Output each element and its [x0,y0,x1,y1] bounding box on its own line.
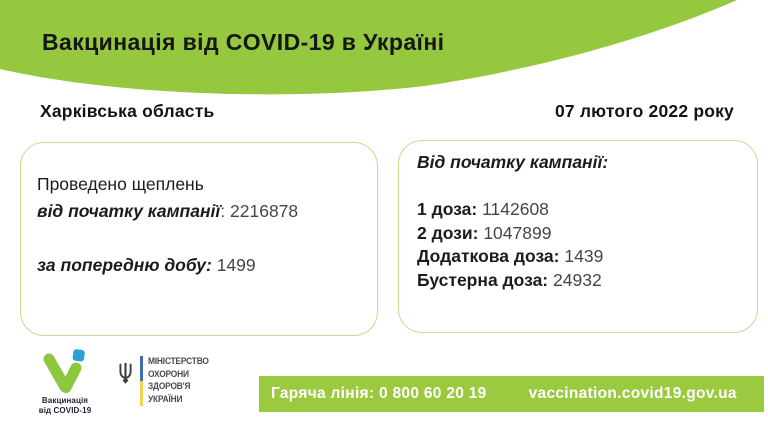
hotline-number: Гаряча лінія: 0 800 60 20 19 [271,385,487,402]
dose-breakdown-card [398,140,758,333]
dose-row [417,222,741,246]
dose1-value: 1142608 [482,199,549,219]
dose-breakdown-title: Від початку кампанії: [417,152,609,172]
v-checkmark-icon [38,348,92,394]
total-vaccinations-line1: Проведено щеплень [37,174,204,194]
campaign-total-label: від початку кампанії [37,201,221,221]
total-vaccinations-card [20,142,378,336]
ministry-of-health-logo [117,356,216,406]
campaign-sep: : [220,201,231,221]
page-title: Вакцинація від COVID-19 в Україні [42,29,445,55]
daily-total-label: за попередню добу: [37,255,212,275]
hotline-bar [259,376,764,412]
dose-row [417,245,741,269]
vaccination-logo-line2: від COVID-19 [38,405,92,415]
additional-dose-value: 1439 [564,246,604,266]
vaccination-logo-line1: Вакцинація [41,396,89,405]
booster-dose-label: Бустерна доза: [417,269,549,290]
dose1-label: 1 доза: [417,199,478,219]
trident-icon [117,361,134,387]
campaign-total-line [37,198,359,225]
ukraine-flag-bar [140,356,143,406]
vaccination-campaign-logo [34,348,96,415]
daily-total-value: 1499 [216,255,256,275]
campaign-total-value: 2216878 [230,201,299,221]
dose2-label: 2 дози: [417,222,479,243]
dose2-value: 1047899 [483,222,552,243]
daily-total-line [37,252,359,279]
booster-dose-value: 24932 [553,269,602,290]
report-date: 07 лютого 2022 року [554,101,734,121]
additional-dose-label: Додаткова доза: [417,246,560,266]
region-label: Харківська область [40,101,215,121]
ministry-name: МІНІСТЕРСТВО ОХОРОНИ ЗДОРОВ'Я УКРАЇНИ [147,356,209,405]
dose-row [417,269,741,293]
dose-row [417,198,741,222]
website-url: vaccination.covid19.gov.ua [528,385,737,402]
